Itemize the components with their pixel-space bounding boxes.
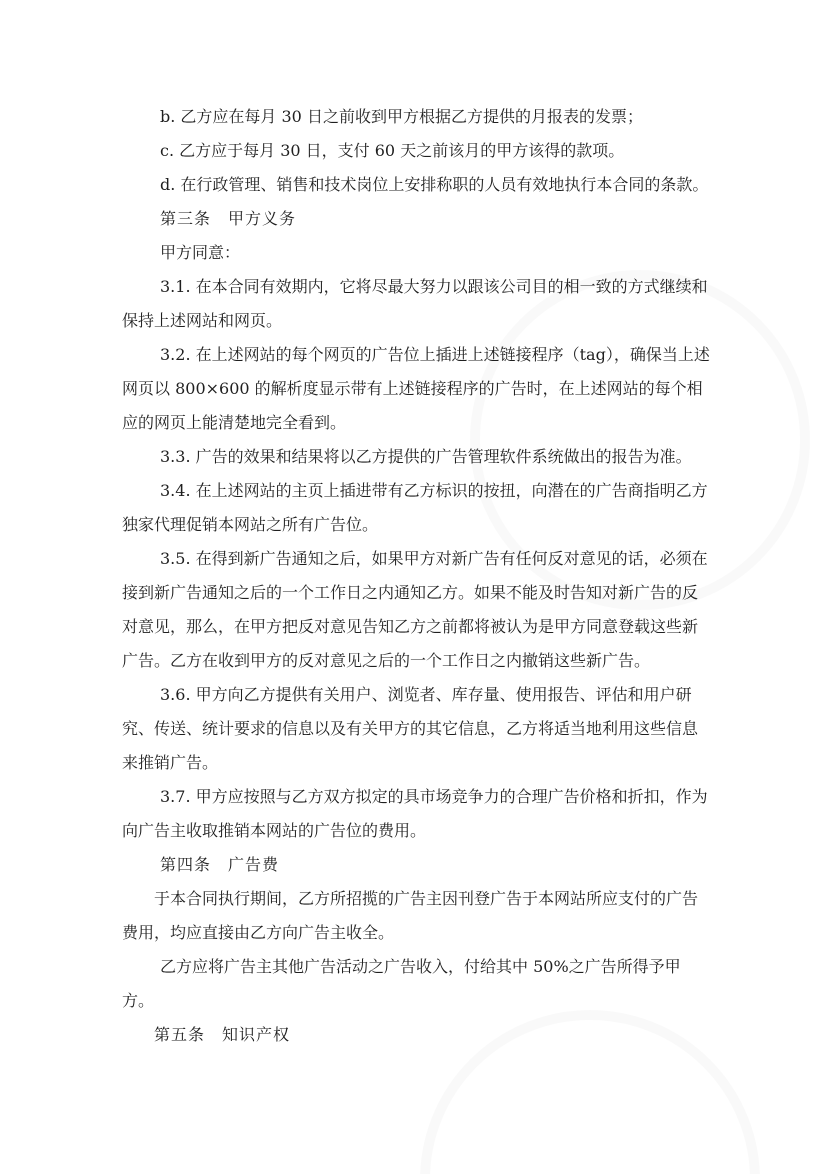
section-heading-3: 第三条 甲方义务	[160, 209, 297, 228]
party-a-agrees: 甲方同意：	[160, 243, 241, 262]
clause-3-6: 3.6. 甲方向乙方提供有关用户、浏览者、库存量、使用报告、评估和用户研究、传送、统计要求的信息以及有关甲方的其它信息，乙方将适当地利用这些信息来推销广告。	[122, 685, 699, 772]
clause-3-3: 3.3. 广告的效果和结果将以乙方提供的广告管理软件系统做出的报告为准。	[160, 447, 692, 466]
clause-3-1: 3.1. 在本合同有效期内，它将尽最大努力以跟该公司目的相一致的方式继续和保持上述网站和网页。	[122, 277, 708, 330]
clause-d: d. 在行政管理、销售和技术岗位上安排称职的人员有效地执行本合同的条款。	[160, 175, 709, 194]
document-body	[122, 100, 712, 1052]
clause-3-5: 3.5. 在得到新广告通知之后，如果甲方对新广告有任何反对意见的话，必须在接到新广告通知之后的一个工作日之内通知乙方。如果不能及时告知对新广告的反对意见，那么，在甲方把反对意见告知乙方之前都将被认为是甲方同意登载这些新广告。乙方在收到甲方的反对意见之后的一个工作日之内撤销这些新广告。	[122, 549, 708, 670]
clause-3-4: 3.4. 在上述网站的主页上插进带有乙方标识的按扭，向潜在的广告商指明乙方独家代理促销本网站之所有广告位。	[122, 481, 708, 534]
clause-c: c. 乙方应于每月 30 日，支付 60 天之前该月的甲方该得的款项。	[160, 141, 625, 160]
clause-3-2: 3.2. 在上述网站的每个网页的广告位上插进上述链接程序（tag），确保当上述网页以 800×600 的解析度显示带有上述链接程序的广告时，在上述网站的每个相应的网页上能清楚地完全看到。	[122, 345, 710, 432]
section-heading-5: 第五条 知识产权	[154, 1025, 291, 1044]
section-heading-4: 第四条 广告费	[160, 855, 280, 874]
clause-3-7: 3.7. 甲方应按照与乙方双方拟定的具市场竞争力的合理广告价格和折扣，作为向广告主收取推销本网站的广告位的费用。	[122, 787, 708, 840]
clause-4-2: 乙方应将广告主其他广告活动之广告收入，付给其中 50%之广告所得予甲方。	[122, 957, 681, 1010]
clause-b: b. 乙方应在每月 30 日之前收到甲方根据乙方提供的月报表的发票；	[160, 107, 643, 126]
clause-4-1: 于本合同执行期间，乙方所招揽的广告主因刊登广告于本网站所应支付的广告费用，均应直接由乙方向广告主收全。	[122, 889, 699, 942]
